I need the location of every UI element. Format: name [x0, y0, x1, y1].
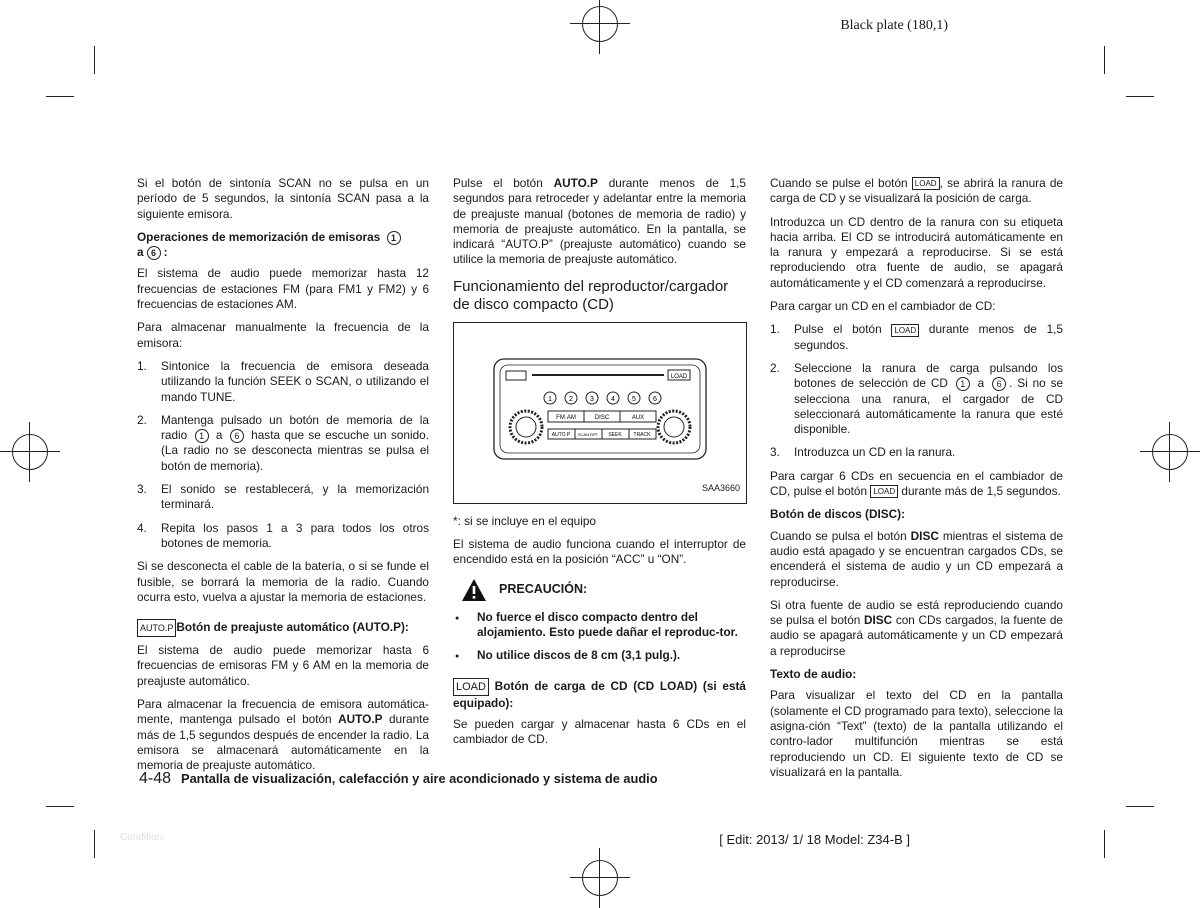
- crop-mark: [1104, 830, 1105, 858]
- heading-cd-load: LOAD Botón de carga de CD (CD LOAD) (si está equipado):: [453, 678, 746, 710]
- crop-mark: [1126, 806, 1154, 807]
- load-button-icon: LOAD: [891, 324, 919, 337]
- steps-list: [770, 322, 1063, 460]
- paragraph: *: si se incluye en el equipo: [453, 513, 596, 528]
- steps-list: [137, 359, 429, 551]
- section-subtitle: Funcionamiento del reproductor/cargador de disco compacto (CD): [453, 277, 729, 313]
- heading-memory-operations: Operaciones de memorización de emisoras 1 a 6 :: [137, 230, 429, 261]
- chapter-title: Pantalla de visualización, calefacción y aire acondicionado y sistema de audio: [181, 771, 658, 786]
- fig-preset-label: 3: [590, 395, 594, 403]
- load-button-icon: LOAD: [870, 485, 898, 498]
- paragraph: Cuando se pulse el botón LOAD , se abrirá la ranura de carga de CD y se visualizará la posición de carga.: [770, 176, 1063, 206]
- fig-preset-label: 5: [632, 395, 636, 403]
- fig-preset-label: 1: [548, 395, 552, 403]
- crop-mark: [46, 806, 74, 807]
- list-item: 3. Introduzca un CD en la ranura.: [770, 445, 956, 460]
- paragraph: El sistema de audio puede memorizar hasta 6 frecuencias de emisoras FM y 6 AM en la memoria de preajuste automático.: [137, 643, 429, 688]
- column-2: [453, 176, 746, 755]
- fig-aux-label: AUX: [631, 414, 645, 421]
- fig-scan-label: SCAN RPT: [577, 431, 599, 437]
- column-3: [770, 176, 1063, 788]
- crop-mark: [94, 830, 95, 858]
- registration-mark-icon: [582, 860, 618, 896]
- paragraph: Para cargar un CD en el cambiador de CD:: [770, 299, 996, 314]
- fig-autop-label: AUTO.P: [551, 431, 571, 438]
- list-item: 1. Pulse el botón LOAD durante menos de 1,5 segundos.: [770, 322, 1063, 352]
- fig-preset-label: 4: [611, 395, 615, 403]
- paragraph: Para cargar 6 CDs en secuencia en el cambiador de CD, pulse el botón LOAD durante más de 1,5 segundos.: [770, 468, 1063, 499]
- cd-player-figure: [453, 322, 747, 504]
- list-item: 2. Seleccione la ranura de carga pulsando los botones de selección de CD 1 a 6 . Si no se selecciona una ranura, el cargador de CD seleccionará automáticamente la ranura que esté disponible.: [770, 360, 1064, 437]
- heading-disc: Botón de discos (DISC):: [770, 507, 906, 522]
- registration-mark-icon: [582, 6, 618, 42]
- fig-load-label: LOAD: [670, 373, 688, 380]
- fig-preset-label: 2: [569, 395, 573, 403]
- crop-mark: [94, 46, 95, 74]
- caution-item: ● No utilice discos de 8 cm (3,1 pulg.).: [453, 648, 746, 663]
- page-number: 4-48: [139, 770, 172, 787]
- fig-fmam-label: FM·AM: [556, 414, 576, 421]
- load-button-icon: LOAD: [912, 177, 940, 190]
- paragraph: Si se desconecta el cable de la batería, o si se funde el fusible, se borrará la memoria de la radio. Cuando ocurra esto, vuelva a ajustar la memoria de estaciones.: [137, 559, 429, 604]
- crop-mark: [1126, 96, 1154, 97]
- warning-icon: [461, 578, 487, 602]
- paragraph: Se pueden cargar y almacenar hasta 6 CDs en el cambiador de CD.: [453, 716, 746, 747]
- list-item: 3. El sonido se restablecerá, y la memorización terminará.: [137, 482, 429, 512]
- radio-panel-illustration: [454, 323, 746, 503]
- paragraph: El sistema de audio funciona cuando el interruptor de encendido está en la posición “ACC” u “ON”.: [453, 537, 746, 567]
- column-1: [137, 176, 429, 782]
- paragraph: Para visualizar el texto del CD en la pantalla (solamente el CD programado para texto), seleccione la asigna-ción “Text” (texto) de la pantalla utilizando el contro-lador multifunción mientras se está reproduciendo un CD. El siguiente texto de CD se visualizará en la pantalla.: [770, 688, 1063, 779]
- list-item: 2. Mantenga pulsado un botón de memoria de la radio 1 a 6 hasta que se escuche un sonido. (La radio no se desconecta mientras se pulsa el botón de memoria).: [137, 412, 429, 473]
- heading-autop: AUTO.P Botón de preajuste automático (AUTO.P):: [137, 619, 429, 637]
- registration-mark-icon: [12, 434, 48, 470]
- autop-button-icon: AUTO.P: [137, 619, 176, 637]
- paragraph: Para almacenar la frecuencia de emisora automática-mente, mantenga pulsado el botón AUTO.P durante más de 1,5 segundos después de encender la radio. La emisora se almacenará automáticamente en la memoria de preajuste automático.: [137, 697, 430, 773]
- list-item: 1. Sintonice la frecuencia de emisora deseada utilizando la función SEEK o SCAN, o utilizando el mando TUNE.: [137, 358, 429, 404]
- condition-label: Condition:: [120, 832, 166, 843]
- fig-disc-label: DISC: [594, 414, 610, 421]
- paragraph: El sistema de audio puede memorizar hasta 12 frecuencias de estaciones FM (para FM1 y FM2) y 6 frecuencias de estaciones AM.: [137, 266, 429, 312]
- load-button-icon: LOAD: [453, 678, 489, 696]
- paragraph: Si otra fuente de audio se está reproduciendo cuando se pulsa el botón DISC con CDs cargados, la fuente de audio se apagará automáticamente y un CD empezará a reproducirse: [770, 597, 1063, 658]
- paragraph: Introduzca un CD dentro de la ranura con su etiqueta hacia arriba. El CD se introducirá automáticamente en la ranura y empezará a reproducirse. Si se está reproduciendo otra fuente de audio, se apagará automáticamente y el CD comenzará a reproducirse.: [770, 214, 1063, 290]
- caution-item: ● No fuerce el disco compacto dentro del alojamiento. Esto puede dañar el reproduc-tor.: [453, 610, 746, 641]
- caution-heading: PRECAUCIÓN:: [461, 578, 746, 602]
- figure-code: SAA3660: [701, 483, 740, 494]
- page-footer: [139, 770, 658, 788]
- fig-preset-label: 6: [653, 395, 657, 403]
- crop-mark: [46, 96, 74, 97]
- crop-mark: [1104, 46, 1105, 74]
- paragraph: Pulse el botón AUTO.P durante menos de 1,5 segundos para retroceder y adelantar entre la memoria de preajuste manual (botones de memoria de radio) y memoria de preajuste automático. En la pantalla, se indicará “AUTO.P” (preajuste automático) cuando se utilice la memoria de preajuste automático.: [453, 176, 746, 267]
- registration-mark-icon: [1152, 434, 1188, 470]
- paragraph: Si el botón de sintonía SCAN no se pulsa en un período de 5 segundos, la sintonía SCAN pasa a la siguiente emisora.: [137, 176, 429, 221]
- paragraph: Para almacenar manualmente la frecuencia de la emisora:: [137, 320, 429, 350]
- plate-label: Black plate (180,1): [840, 18, 948, 33]
- edit-info: [ Edit: 2013/ 1/ 18 Model: Z34-B ]: [719, 832, 910, 847]
- heading-audio-text: Texto de audio:: [770, 667, 857, 682]
- list-item: 4. Repita los pasos 1 a 3 para todos los otros botones de memoria.: [137, 520, 429, 550]
- fig-seek-label: SEEK: [608, 431, 622, 438]
- paragraph: Cuando se pulsa el botón DISC mientras el sistema de audio está apagado y se encuentran cargados CDs, se encenderá el sistema de audio y un CD empezará a reproducirse.: [770, 528, 1063, 589]
- fig-track-label: TRACK: [633, 431, 651, 438]
